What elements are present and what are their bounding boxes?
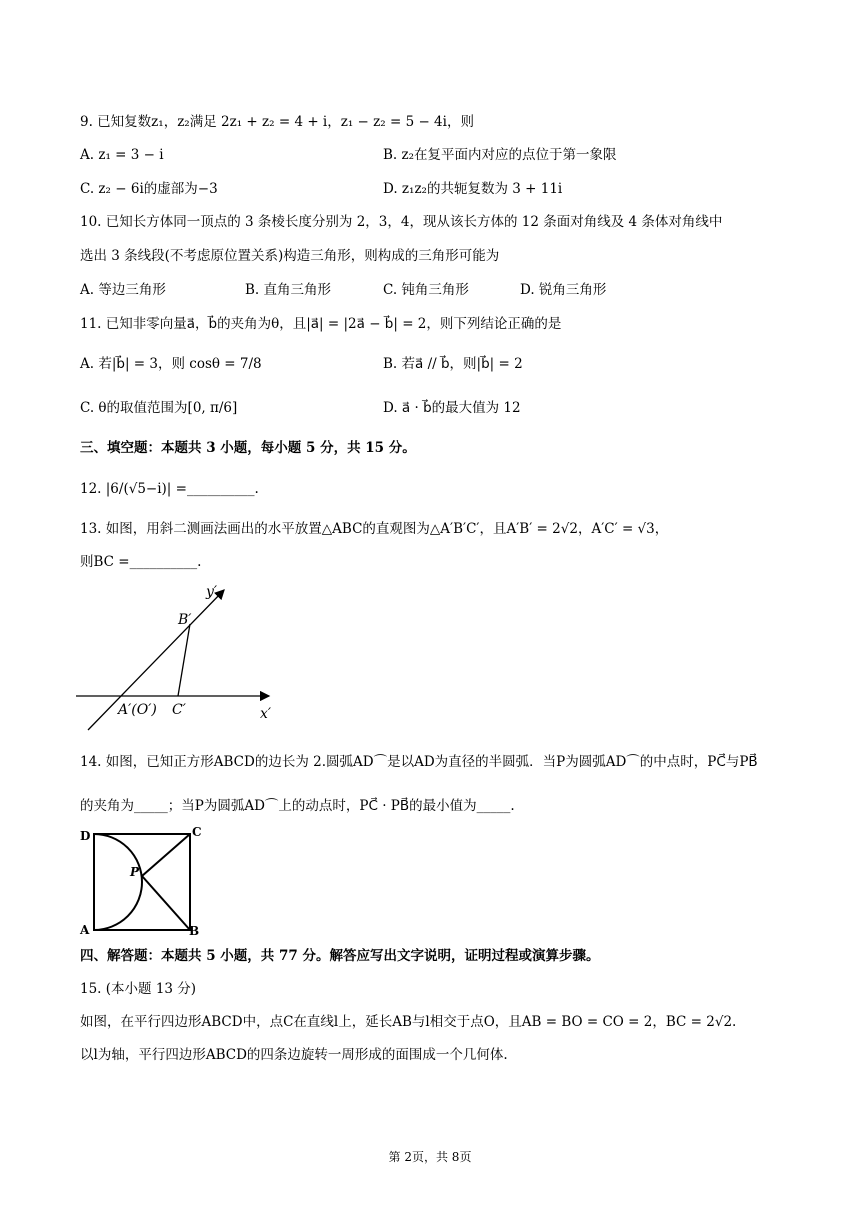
q11-option-c: C. θ的取值范围为[0, π/6] (80, 400, 238, 416)
q12: 12. |6/(√5−i)| =__________. (80, 481, 259, 497)
q15-line2: 以l为轴，平行四边形ABCD的四条边旋转一周形成的面围成一个几何体. (80, 1047, 508, 1063)
x-axis-label: x′ (260, 706, 272, 722)
q9-option-b: B. z₂在复平面内对应的点位于第一象限 (383, 147, 617, 163)
q9-stem: 9. 已知复数z₁，z₂满足 2z₁ + z₂ = 4 + i，z₁ − z₂ = 5 − 4i，则 (80, 114, 474, 130)
q14-line1: 14. 如图，已知正方形ABCD的边长为 2.圆弧AD⌒是以AD为直径的半圆弧．当P为圆弧AD⌒的中点时，PC⃗与PB⃗ (80, 754, 758, 770)
q10-option-c: C. 钝角三角形 (383, 282, 469, 298)
q11-option-a: A. 若|b⃗| = 3，则 cosθ = 7/8 (80, 356, 262, 372)
section-3-heading: 三、填空题：本题共 3 小题，每小题 5 分，共 15 分。 (80, 440, 416, 456)
q11-option-b: B. 若a⃗ // b⃗，则|b⃗| = 2 (383, 356, 523, 372)
q11-stem: 11. 已知非零向量a⃗，b⃗的夹角为θ，且|a⃗| = |2a⃗ − b⃗| = 2，则下列结论正确的是 (80, 316, 562, 332)
q10-option-d: D. 锐角三角形 (520, 282, 607, 298)
vertex-a-label: A (80, 923, 90, 936)
q13-line2: 则BC =__________. (80, 554, 202, 570)
vertex-b-label: B (189, 924, 200, 936)
figure-13-oblique-triangle (74, 578, 284, 738)
segment-p-b (142, 876, 190, 930)
section-4-heading: 四、解答题：本题共 5 小题，共 77 分。解答应写出文字说明，证明过程或演算步骤。 (80, 948, 600, 964)
page-footer: 第 2页，共 8页 (388, 1150, 472, 1164)
figure-14-square-with-arc (76, 824, 206, 936)
q15-head: 15. (本小题 13 分) (80, 981, 197, 997)
q11-option-d: D. a⃗ · b⃗的最大值为 12 (383, 400, 521, 416)
y-axis-label: y′ (206, 584, 218, 600)
semicircle-arc-ad (94, 834, 142, 930)
vertex-c-label: C (192, 825, 202, 839)
point-a-label: A′(O′) (118, 702, 157, 718)
q15-line1: 如图，在平行四边形ABCD中，点C在直线l上，延长AB与l相交于点O，且AB = BO = CO = 2，BC = 2√2. (80, 1014, 737, 1030)
q10-stem-line2: 选出 3 条线段(不考虑原位置关系)构造三角形，则构成的三角形可能为 (80, 248, 500, 264)
vertex-d-label: D (80, 829, 91, 843)
point-p-label: P (130, 865, 140, 879)
q10-stem-line1: 10. 已知长方体同一顶点的 3 条棱长度分别为 2，3，4，现从该长方体的 12 条面对角线及 4 条体对角线中 (80, 214, 723, 230)
segment-p-c (142, 834, 190, 876)
q10-option-b: B. 直角三角形 (245, 282, 332, 298)
q9-option-a: A. z₁ = 3 − i (80, 147, 164, 163)
q14-line2: 的夹角为_____；当P为圆弧AD⌒上的动点时，PC⃗ · PB⃗的最小值为_____. (80, 798, 515, 814)
q9-option-d: D. z₁z₂的共轭复数为 3 + 11i (383, 181, 563, 197)
q9-option-c: C. z₂ − 6i的虚部为−3 (80, 181, 218, 197)
q10-option-a: A. 等边三角形 (80, 282, 166, 298)
point-c-label: C′ (172, 702, 186, 718)
q13-line1: 13. 如图，用斜二测画法画出的水平放置△ABC的直观图为△A′B′C′，且A′B′ = 2√2，A′C′ = √3， (80, 521, 669, 537)
point-b-label: B′ (178, 612, 192, 628)
